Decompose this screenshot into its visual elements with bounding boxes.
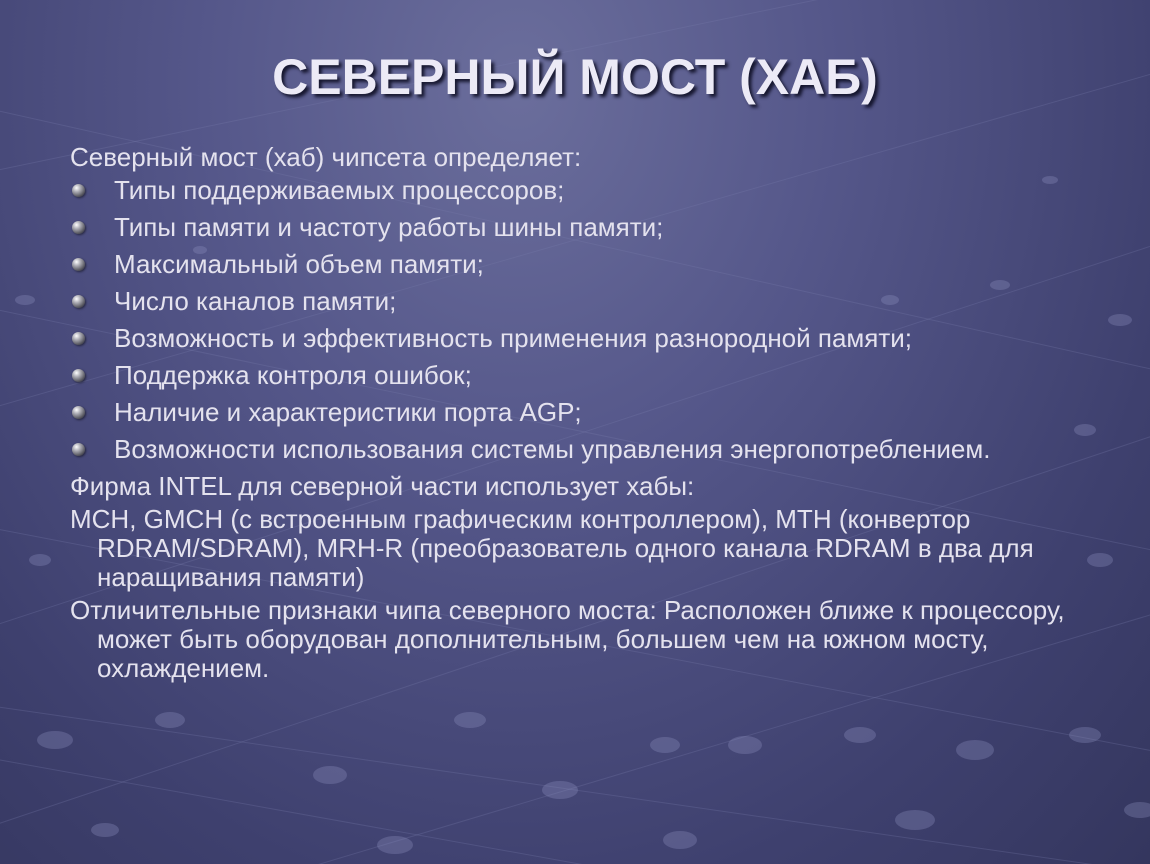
list-item — [70, 398, 1090, 427]
slide-content — [70, 143, 1090, 687]
list-item — [70, 361, 1090, 390]
sphere-bullet-icon — [72, 258, 85, 271]
list-item-text: Поддержка контроля ошибок; — [114, 360, 472, 390]
list-item — [70, 324, 1090, 353]
list-item-text: Максимальный объем памяти; — [114, 249, 484, 279]
intro-text: Северный мост (хаб) чипсета определяет: — [70, 142, 582, 172]
list-item — [70, 176, 1090, 205]
sphere-bullet-icon — [72, 443, 85, 456]
list-item-text: Типы поддерживаемых процессоров; — [114, 175, 565, 205]
intel-hubs-heading: Фирма INTEL для северной части использует хабы: — [70, 471, 695, 501]
sphere-bullet-icon — [72, 369, 85, 382]
list-item — [70, 213, 1090, 242]
sphere-bullet-icon — [72, 406, 85, 419]
bullet-list — [70, 176, 1090, 464]
sphere-bullet-icon — [72, 221, 85, 234]
sphere-bullet-icon — [72, 184, 85, 197]
list-item-text: Возможности использования системы управления энергопотреблением. — [114, 434, 991, 464]
list-item — [70, 250, 1090, 279]
slide-title: СЕВЕРНЫЙ МОСТ (ХАБ) — [272, 49, 878, 105]
northbridge-features: Отличительные признаки чипа северного моста: Расположен ближе к процессору, может быть оборудован дополнительным, большем чем на южном мосту, охлаждением. — [70, 595, 1065, 683]
hubs-description: MCH, GMCH (с встроенным графическим контроллером), MTH (конвертор RDRAM/SDRAM), MRH-R (преобразователь одного канала RDRAM в два для наращивания памяти) — [70, 504, 1034, 592]
list-item-text: Наличие и характеристики порта AGP; — [114, 397, 582, 427]
list-item — [70, 287, 1090, 316]
list-item-text: Возможность и эффективность применения разнородной памяти; — [114, 323, 913, 353]
list-item — [70, 435, 1090, 464]
list-item-text: Типы памяти и частоту работы шины памяти; — [114, 212, 664, 242]
sphere-bullet-icon — [72, 295, 85, 308]
list-item-text: Число каналов памяти; — [114, 286, 397, 316]
sphere-bullet-icon — [72, 332, 85, 345]
